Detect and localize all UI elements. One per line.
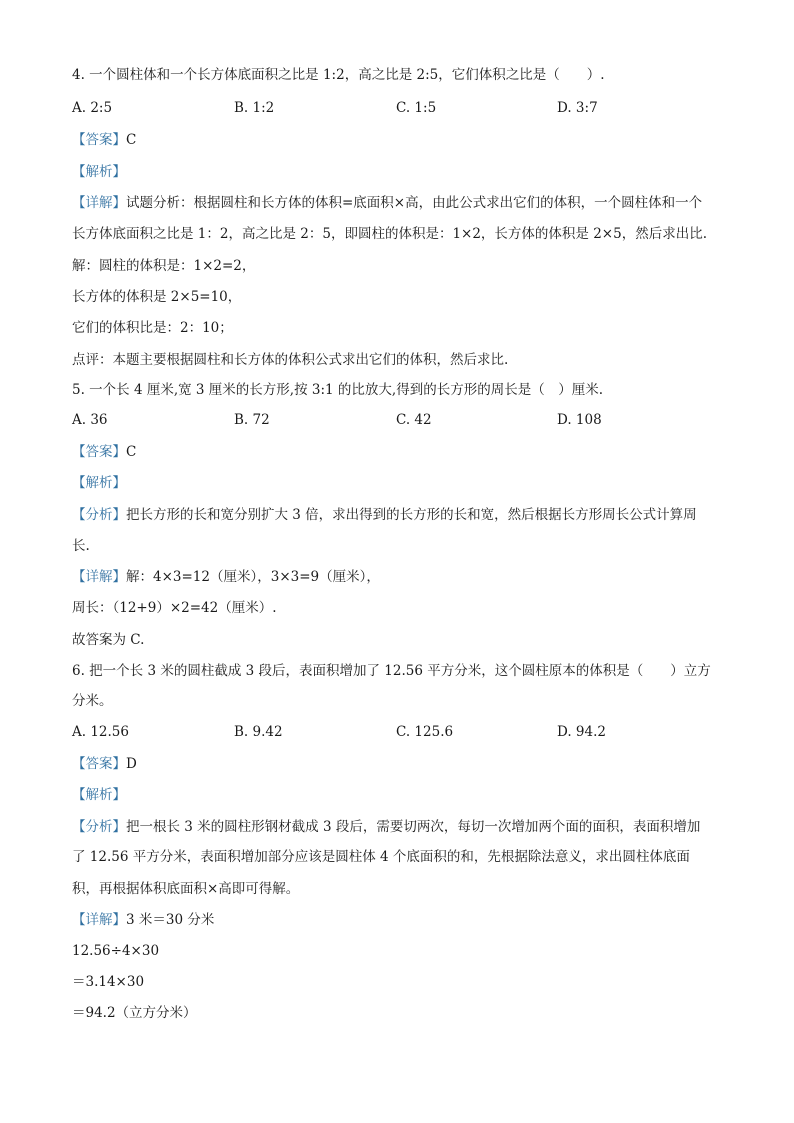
q4-solution-line-1: 解：圆柱的体积是：1×2=2，	[72, 258, 256, 274]
q4-detail-line-2: 长方体底面积之比是 1：2，高之比是 2：5，即圆柱的体积是：1×2，长方体的体积是 2×5，然后求出比.	[72, 226, 707, 242]
detail-tag: 【详解】	[72, 195, 126, 211]
q4-option-d: D. 3:7	[557, 100, 598, 116]
q4-solution-line-3: 它们的体积比是：2：10；	[72, 320, 233, 336]
q5-option-a: A. 36	[72, 412, 108, 428]
q6-option-d: D. 94.2	[557, 724, 606, 740]
q5-fenxi-line-2: 长.	[72, 538, 90, 554]
q4-option-a: A. 2:5	[72, 100, 113, 116]
q6-detail-line-2: 12.56÷4×30	[72, 943, 160, 959]
q6-analysis-line	[72, 786, 126, 804]
q6-option-b: B. 9.42	[234, 724, 283, 740]
q4-comment: 点评：本题主要根据圆柱和长方体的体积公式求出它们的体积，然后求比.	[72, 352, 509, 368]
q6-fenxi-line-2: 了 12.56 平方分米，表面积增加部分应该是圆柱体 4 个底面积的和，先根据除法意义，求出圆柱体底面	[72, 849, 690, 865]
analysis-tag: 【解析】	[72, 164, 126, 180]
q4-detail-line-1	[72, 194, 702, 212]
q5-detail-line-3: 故答案为 C.	[72, 632, 145, 648]
q4-answer: C	[126, 132, 137, 148]
q6-fenxi-text-1: 把一根长 3 米的圆柱形钢材截成 3 段后，需要切两次，每切一次增加两个面的面积，表面积增加	[126, 819, 701, 835]
q5-fenxi-text-1: 把长方形的长和宽分别扩大 3 倍，求出得到的长方形的长和宽，然后根据长方形周长公式计算周	[126, 507, 697, 523]
answer-tag: 【答案】	[72, 756, 126, 772]
analysis-tag: 【解析】	[72, 475, 126, 491]
q5-detail-text-1: 解：4×3=12（厘米），3×3=9（厘米），	[126, 569, 380, 585]
q5-option-d: D. 108	[557, 412, 602, 428]
q5-option-b: B. 72	[234, 412, 270, 428]
q5-option-c: C. 42	[396, 412, 432, 428]
fenxi-tag: 【分析】	[72, 507, 126, 523]
q5-stem: 5. 一个长 4 厘米,宽 3 厘米的长方形,按 3:1 的比放大,得到的长方形的周长是（ ）厘米.	[72, 382, 603, 398]
q4-option-c: C. 1:5	[396, 100, 437, 116]
detail-tag: 【详解】	[72, 912, 126, 928]
answer-tag: 【答案】	[72, 132, 126, 148]
q4-answer-line	[72, 131, 136, 149]
detail-tag: 【详解】	[72, 569, 126, 585]
q6-answer: D	[126, 756, 137, 772]
q5-analysis-line	[72, 474, 126, 492]
q6-answer-line	[72, 755, 137, 773]
q5-detail-line-1	[72, 568, 380, 586]
q6-detail-text-1: 3 米＝30 分米	[126, 912, 215, 928]
q6-fenxi-line-3: 积，再根据体积底面积×高即可得解。	[72, 881, 300, 897]
q5-answer: C	[126, 444, 137, 460]
q4-stem: 4. 一个圆柱体和一个长方体底面积之比是 1:2，高之比是 2:5，它们体积之比是（ ）.	[72, 67, 605, 83]
q4-detail-text-1: 试题分析：根据圆柱和长方体的体积=底面积×高，由此公式求出它们的体积，一个圆柱体和一个	[126, 195, 703, 211]
q6-fenxi-line-1	[72, 818, 700, 836]
q6-stem-line-2: 分米。	[72, 693, 113, 709]
q5-fenxi-line-1	[72, 506, 697, 524]
fenxi-tag: 【分析】	[72, 819, 126, 835]
q6-option-a: A. 12.56	[72, 724, 129, 740]
q5-detail-line-2: 周长：（12+9）×2=42（厘米）.	[72, 600, 277, 616]
q6-stem-line-1: 6. 把一个长 3 米的圆柱截成 3 段后，表面积增加了 12.56 平方分米，这个圆柱原本的体积是（ ）立方	[72, 663, 711, 679]
q4-analysis-line	[72, 163, 126, 181]
answer-tag: 【答案】	[72, 444, 126, 460]
analysis-tag: 【解析】	[72, 787, 126, 803]
q4-option-b: B. 1:2	[234, 100, 275, 116]
q6-detail-line-3: ＝3.14×30	[72, 974, 145, 990]
q6-detail-line-1	[72, 911, 214, 929]
q5-answer-line	[72, 443, 136, 461]
q6-option-c: C. 125.6	[396, 724, 454, 740]
q6-detail-line-4: ＝94.2（立方分米）	[72, 1005, 197, 1021]
q4-solution-line-2: 长方体的体积是 2×5=10，	[72, 289, 242, 305]
